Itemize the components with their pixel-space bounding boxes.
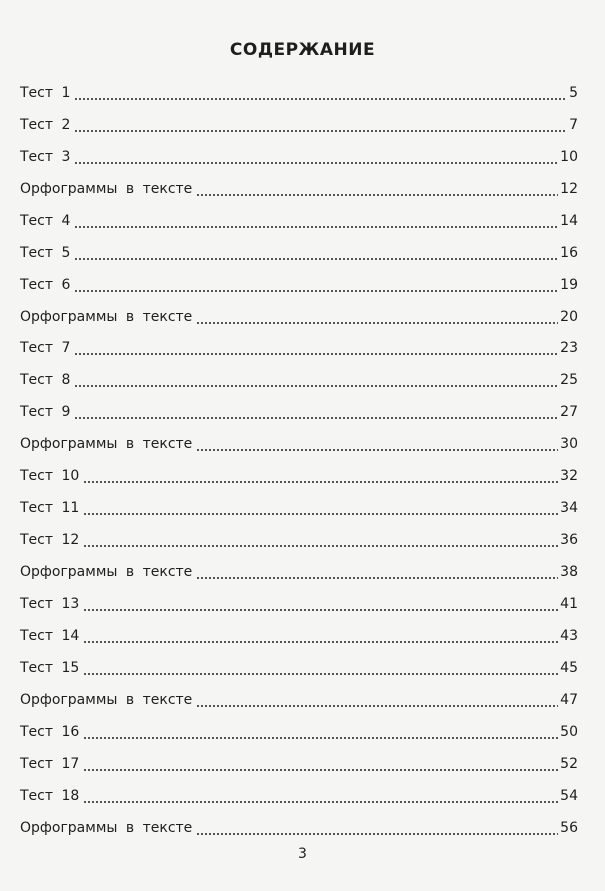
toc-entry-page: 41: [560, 595, 578, 612]
toc-entry-label: Тест 6: [20, 276, 71, 293]
toc-entry: [20, 773, 578, 805]
toc-entry-label: Тест 11: [20, 500, 80, 517]
table-of-contents: [20, 70, 578, 837]
toc-entry-label: Тест 14: [20, 627, 80, 644]
toc-entry-page: 23: [560, 340, 578, 357]
toc-entry-page: 5: [569, 84, 578, 101]
toc-entry-page: 27: [560, 404, 578, 421]
dot-leader: [196, 563, 558, 581]
toc-entry-label: Тест 12: [20, 532, 80, 549]
toc-entry-label: Тест 15: [20, 659, 80, 676]
toc-entry: [20, 485, 578, 517]
toc-entry: [20, 613, 578, 645]
toc-entry-label: Тест 2: [20, 116, 71, 133]
toc-entry-label: Тест 7: [20, 340, 71, 357]
toc-entry-page: 30: [560, 436, 578, 453]
toc-entry-page: 47: [560, 691, 578, 708]
toc-entry-page: 19: [560, 276, 578, 293]
toc-entry-label: Тест 3: [20, 148, 71, 165]
page-title: СОДЕРЖАНИЕ: [229, 40, 376, 60]
toc-entry-label: Тест 13: [20, 595, 80, 612]
toc-entry: [20, 389, 578, 421]
toc-entry: [20, 677, 578, 709]
dot-leader: [83, 627, 558, 645]
toc-entry: [20, 198, 578, 230]
dot-leader: [196, 435, 558, 453]
toc-entry-label: Орфограммы в тексте: [20, 180, 193, 197]
toc-entry-page: 10: [560, 148, 578, 165]
toc-entry-page: 38: [560, 564, 578, 580]
toc-entry-page: 54: [560, 787, 578, 804]
toc-entry-page: 43: [560, 627, 578, 644]
toc-entry: [20, 517, 578, 549]
dot-leader: [196, 308, 558, 326]
toc-entry-label: Тест 10: [20, 468, 80, 485]
toc-entry-label: Тест 18: [20, 787, 80, 804]
dot-leader: [83, 659, 558, 677]
toc-entry-page: 12: [560, 180, 578, 197]
toc-entry-label: Тест 17: [20, 755, 80, 772]
toc-entry-page: 25: [560, 372, 578, 389]
toc-entry-page: 7: [569, 116, 578, 133]
toc-entry: [20, 421, 578, 453]
toc-entry-label: Тест 16: [20, 723, 80, 740]
toc-entry-label: Тест 4: [20, 212, 71, 229]
toc-entry: [20, 230, 578, 262]
dot-leader: [83, 787, 558, 805]
toc-entry-page: 20: [560, 308, 578, 325]
toc-entry: [20, 581, 578, 613]
toc-entry-page: 32: [560, 468, 578, 485]
toc-entry: [20, 262, 578, 294]
toc-entry-page: 45: [560, 659, 578, 676]
dot-leader: [83, 499, 558, 517]
toc-entry-page: 50: [560, 723, 578, 740]
toc-entry-label: Тест 8: [20, 372, 71, 389]
dot-leader: [83, 467, 558, 485]
dot-leader: [74, 276, 558, 294]
toc-entry: [20, 805, 578, 837]
toc-entry-page: 36: [560, 532, 578, 549]
toc-entry-label: Орфограммы в тексте: [20, 691, 193, 708]
dot-leader: [83, 531, 558, 549]
toc-entry-label: Орфограммы в тексте: [20, 436, 193, 453]
dot-leader: [74, 148, 558, 166]
dot-leader: [83, 595, 558, 613]
toc-entry: [20, 166, 578, 198]
toc-entry: [20, 453, 578, 485]
dot-leader: [74, 244, 558, 262]
toc-entry-label: Тест 1: [20, 84, 71, 101]
toc-entry: [20, 70, 578, 102]
toc-entry: [20, 134, 578, 166]
toc-entry-page: 56: [560, 819, 578, 836]
dot-leader: [74, 371, 558, 389]
toc-entry-label: Орфограммы в тексте: [20, 308, 193, 325]
toc-entry-page: 34: [560, 500, 578, 517]
dot-leader: [83, 723, 558, 741]
toc-entry: [20, 549, 578, 581]
dot-leader: [196, 180, 558, 198]
dot-leader: [83, 755, 558, 773]
toc-entry-label: Тест 5: [20, 244, 71, 261]
toc-entry-label: Тест 9: [20, 404, 71, 421]
toc-entry-page: 14: [560, 212, 578, 229]
toc-entry-page: 52: [560, 755, 578, 772]
dot-leader: [196, 691, 558, 709]
dot-leader: [74, 403, 558, 421]
toc-entry: [20, 709, 578, 741]
dot-leader: [74, 116, 567, 134]
dot-leader: [196, 819, 558, 837]
dot-leader: [74, 212, 558, 230]
toc-entry: [20, 357, 578, 389]
dot-leader: [74, 84, 567, 102]
dot-leader: [74, 339, 558, 357]
toc-entry: [20, 741, 578, 773]
toc-entry: [20, 645, 578, 677]
toc-entry-label: Орфограммы в тексте: [20, 564, 193, 580]
toc-entry: [20, 294, 578, 326]
toc-entry: [20, 326, 578, 358]
page-number: 3: [298, 846, 307, 862]
toc-entry-page: 16: [560, 244, 578, 261]
toc-entry-label: Орфограммы в тексте: [20, 819, 193, 836]
toc-entry: [20, 102, 578, 134]
